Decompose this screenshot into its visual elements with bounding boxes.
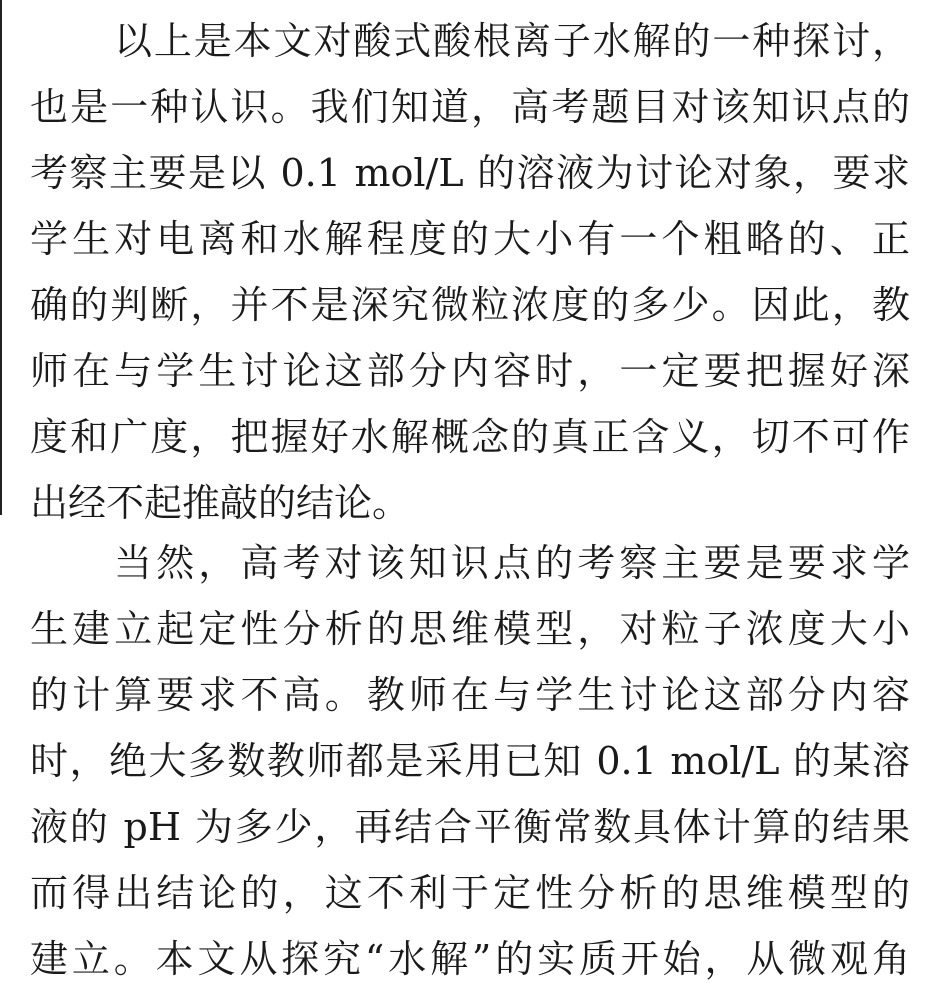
margin-rule: [0, 0, 2, 515]
paragraph-line: 生建立起定性分析的思维模型，对粒子浓度大小: [30, 607, 910, 651]
paragraph-line: 的计算要求不高。教师在与学生讨论这部分内容: [30, 673, 910, 717]
paragraph-line: 建立。本文从探究“水解”的实质开始，从微观角: [30, 937, 910, 981]
paragraph-line: 度和广度，把握好水解概念的真正含义，切不可作: [30, 415, 910, 459]
paragraph-line: 出经不起推敲的结论。: [30, 481, 411, 525]
paragraph-line: 液的 pH 为多少，再结合平衡常数具体计算的结果: [30, 805, 910, 849]
paragraph-line: 也是一种认识。我们知道，高考题目对该知识点的: [30, 85, 910, 129]
paragraph-line: 考察主要是以 0.1 mol/L 的溶液为讨论对象，要求: [30, 151, 910, 195]
paragraph-line: 以上是本文对酸式酸根离子水解的一种探讨，: [114, 19, 910, 63]
paragraph-line: 师在与学生讨论这部分内容时，一定要把握好深: [30, 349, 910, 393]
paragraph-line: 时，绝大多数教师都是采用已知 0.1 mol/L 的某溶: [30, 739, 910, 783]
paragraph-line: 确的判断，并不是深究微粒浓度的多少。因此，教: [30, 283, 910, 327]
paragraph-1: [30, 8, 910, 536]
paragraph-2: [30, 530, 910, 992]
paragraph-line: 当然，高考对该知识点的考察主要是要求学: [114, 541, 910, 585]
paragraph-line: 学生对电离和水解程度的大小有一个粗略的、正: [30, 217, 910, 261]
paragraph-line: 而得出结论的，这不利于定性分析的思维模型的: [30, 871, 910, 915]
